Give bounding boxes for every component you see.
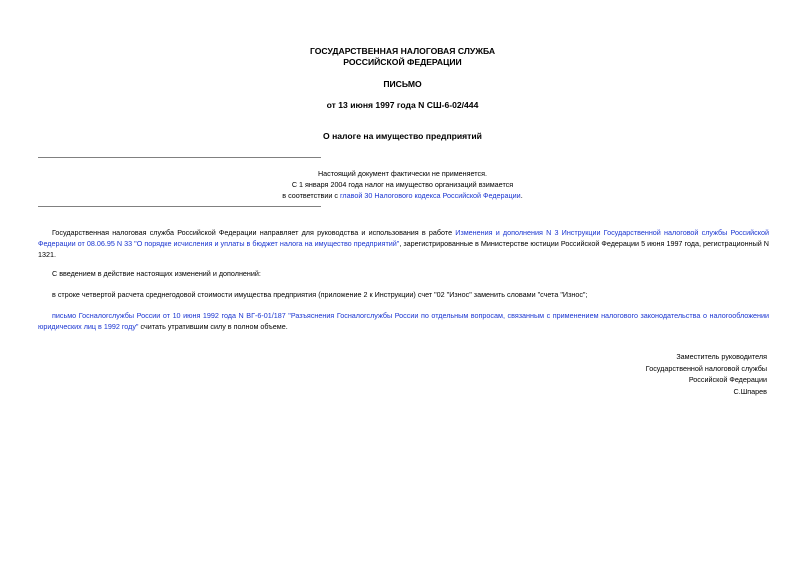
paragraph-4 bbox=[38, 310, 769, 332]
paragraph-1-text-b: , зарегистрированные в Министерстве юстиции Российской Федерации 5 июня 1997 года, регистрационный N 1321. bbox=[38, 239, 769, 259]
signatory-position-line-3: Российской Федерации bbox=[688, 375, 767, 384]
repealed-letter-link[interactable]: письмо Госналогслужбы России от 10 июня 1992 года N ВГ-6-01/187 "Разъяснения Госналогслужбы России по отдельным вопросам, связанным с применением налогового законодательства о налогообложении юридических лиц в 1992 году" bbox=[38, 311, 769, 331]
issuing-authority bbox=[200, 46, 605, 67]
paragraph-4-text: считать утратившим силу в полном объеме. bbox=[138, 322, 288, 331]
paragraph-1-text-a: Государственная налоговая служба Российской Федерации направляет для руководства и использования в работе bbox=[52, 228, 456, 237]
signatory-position-line-1: Заместитель руководителя bbox=[676, 352, 767, 361]
signatory-position-line-2: Государственной налоговой службы bbox=[645, 364, 767, 373]
status-note-line-1: Настоящий документ фактически не применяется. bbox=[317, 169, 487, 178]
status-note-suffix: . bbox=[520, 191, 523, 200]
paragraph-1 bbox=[38, 227, 769, 260]
status-note-line-2: С 1 января 2004 года налог на имущество организаций взимается bbox=[291, 180, 514, 189]
paragraph-3: в строке четвертой расчета среднегодовой стоимости имущества предприятия (приложение 2 к Инструкции) счет "02 "Износ" заменить словами "счета "Износ"; bbox=[52, 290, 588, 299]
divider-bottom bbox=[38, 206, 321, 207]
authority-line-2: РОССИЙСКОЙ ФЕДЕРАЦИИ bbox=[343, 56, 462, 67]
instruction-amendments-link[interactable]: Изменения и дополнения N 3 Инструкции Государственной налоговой службы Российской Федерации от 08.06.95 N 33 "О порядке исчисления и уплаты в бюджет налога на имущество предприятий" bbox=[38, 228, 769, 248]
status-note-prefix: в соответствии с bbox=[282, 191, 340, 200]
signatory-name: С.Шпарев bbox=[733, 387, 767, 396]
tax-code-chapter-link[interactable]: главой 30 Налогового кодекса Российской Федерации bbox=[339, 191, 521, 200]
divider-top bbox=[38, 157, 321, 158]
document-type: ПИСЬМО bbox=[383, 79, 422, 89]
document-subject: О налоге на имущество предприятий bbox=[323, 131, 482, 141]
document-date-number: от 13 июня 1997 года N СШ-6-02/444 bbox=[326, 100, 479, 110]
status-note-line-3 bbox=[200, 190, 605, 201]
paragraph-2: С введением в действие настоящих изменений и дополнений: bbox=[52, 269, 261, 278]
authority-line-1: ГОСУДАРСТВЕННАЯ НАЛОГОВАЯ СЛУЖБА bbox=[309, 46, 496, 56]
